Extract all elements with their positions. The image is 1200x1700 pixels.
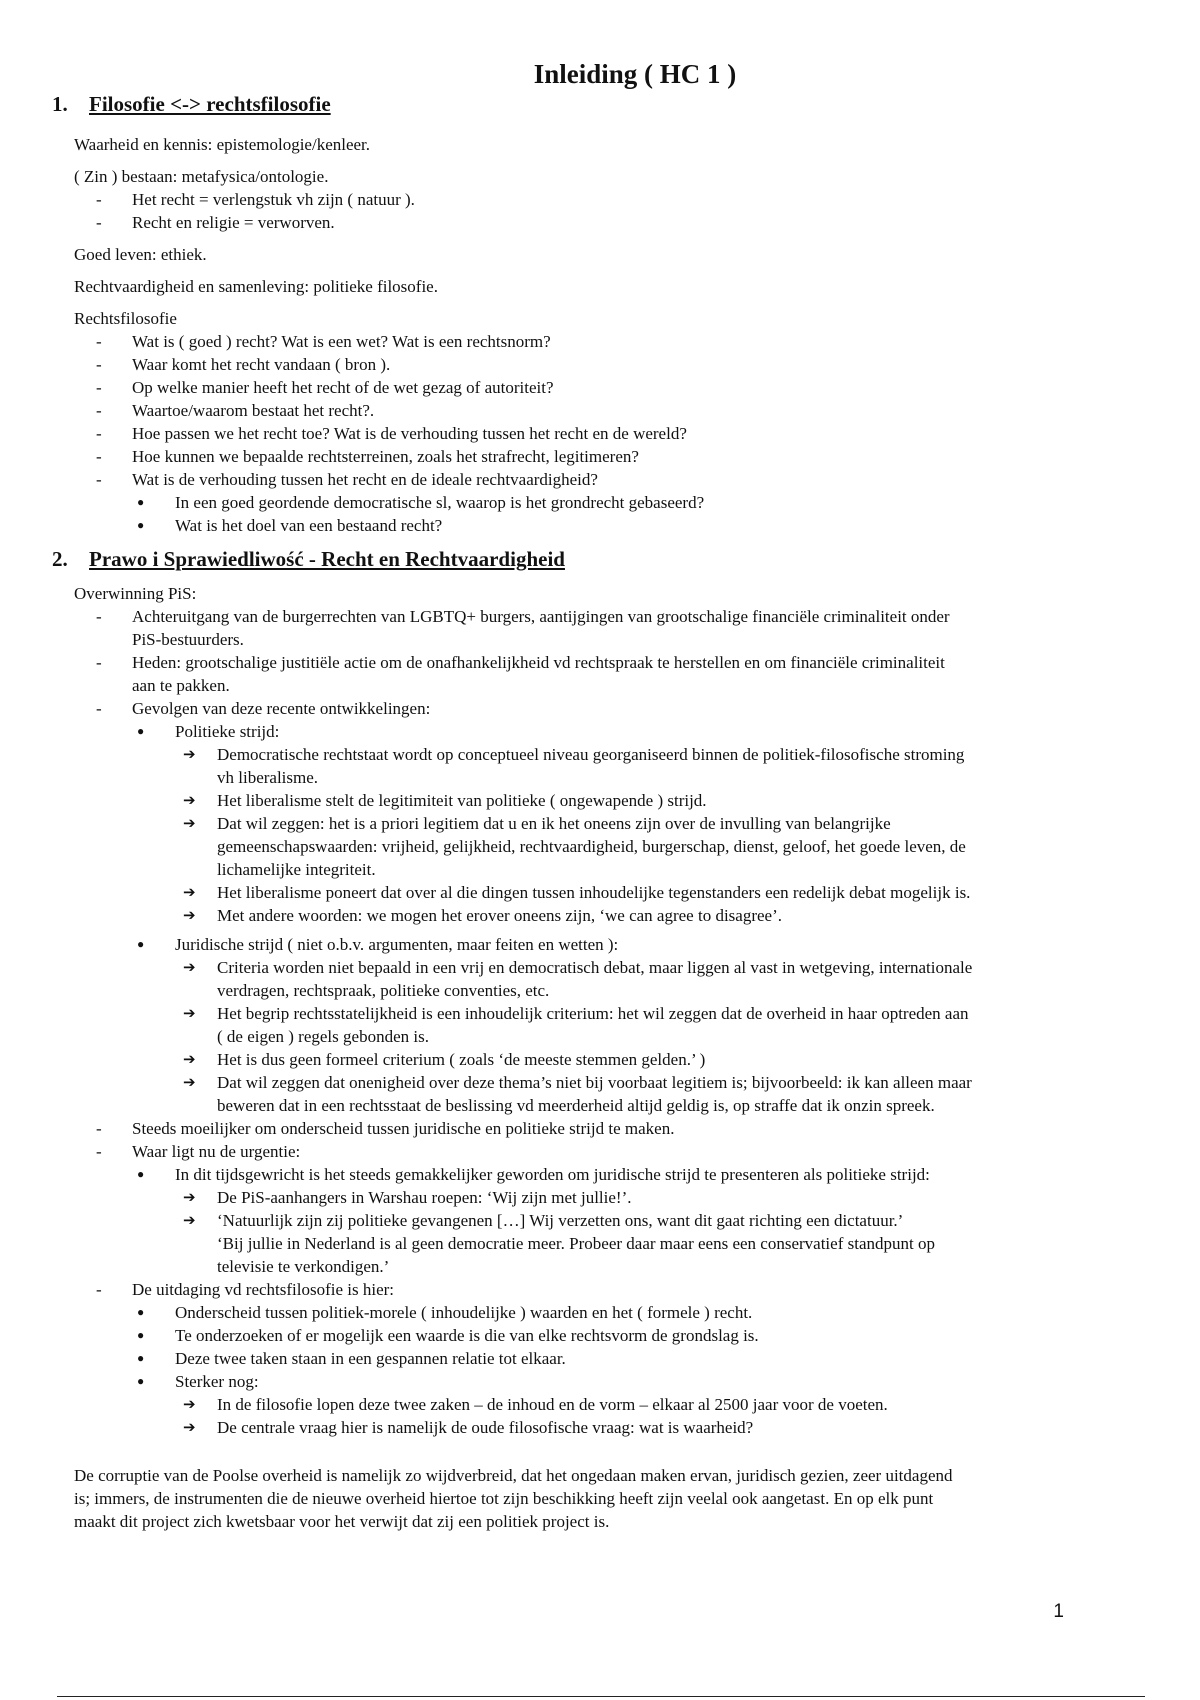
- line: ( de eigen ) regels gebonden is.: [217, 1027, 429, 1046]
- paragraph-waarheid: Waarheid en kennis: epistemologie/kenleer.: [74, 135, 371, 154]
- line: - Achteruitgang van de burgerrechten van LGBTQ+ burgers, aantijgingen van grootschalige financiële criminaliteit onder: [132, 607, 950, 626]
- list-item: ➔ In de filosofie lopen deze twee zaken – de inhoud en de vorm – elkaar al 2500 jaar voor de voeten.: [74, 1393, 1124, 1416]
- list-item: - Steeds moeilijker om onderscheid tussen juridische en politieke strijd te maken.: [74, 1117, 1124, 1140]
- list-item: ➔ De PiS-aanhangers in Warshau roepen: ‘Wij zijn met jullie!’.: [74, 1186, 1124, 1209]
- list-item: - Wat is de verhouding tussen het recht en de ideale rechtvaardigheid?: [74, 468, 1124, 491]
- list-item: [74, 956, 1124, 1002]
- line: is; immers, de instrumenten die de nieuwe overheid hiertoe tot zijn beschikking heeft zijn veelal ook aangetast. En op elk punt: [74, 1489, 934, 1508]
- line: lichamelijke integriteit.: [217, 860, 376, 879]
- list-item: [74, 1002, 1124, 1048]
- list-item: ● Onderscheid tussen politiek-morele ( inhoudelijke ) waarden en het ( formele ) recht.: [74, 1301, 1124, 1324]
- section-2-heading: [52, 545, 565, 573]
- footer-divider: [57, 1696, 1145, 1697]
- section-1-heading: [52, 90, 331, 118]
- list-item: - Op welke manier heeft het recht of de wet gezag of autoriteit?: [74, 376, 1124, 399]
- line: De corruptie van de Poolse overheid is namelijk zo wijdverbreid, dat het ongedaan maken ervan, juridisch gezien, zeer uitdagend: [74, 1466, 953, 1485]
- line: ➔ Democratische rechtstaat wordt op conceptueel niveau georganiseerd binnen de politiek-filosofische stroming: [217, 745, 965, 764]
- list-item: ➔ Het is dus geen formeel criterium ( zoals ‘de meeste stemmen gelden.’ ): [74, 1048, 1124, 1071]
- line: PiS-bestuurders.: [132, 630, 244, 649]
- list-item: [74, 1209, 1124, 1278]
- line: ➔ Dat wil zeggen: het is a priori legitiem dat u en ik het oneens zijn over de invulling van belangrijke: [217, 814, 891, 833]
- list-item: ● In een goed geordende democratische sl, waarop is het grondrecht gebaseerd?: [74, 491, 1124, 514]
- section-1-body: [74, 133, 1124, 537]
- list-item: [74, 651, 1124, 697]
- line: maakt dit project zich kwetsbaar voor het verwijt dat zij een politiek project is.: [74, 1512, 610, 1531]
- list-item: - Hoe kunnen we bepaalde rechtsterreinen, zoals het strafrecht, legitimeren?: [74, 445, 1124, 468]
- line: ➔ Criteria worden niet bepaald in een vrij en democratisch debat, maar liggen al vast in wetgeving, internationale: [217, 958, 973, 977]
- list-item: - Het recht = verlengstuk vh zijn ( natuur ).: [74, 188, 1124, 211]
- list-item: [74, 1071, 1124, 1117]
- list-item: ➔ Het liberalisme poneert dat over al die dingen tussen inhoudelijke tegenstanders een redelijk debat mogelijk is.: [74, 881, 1124, 904]
- line: televisie te verkondigen.’: [217, 1257, 390, 1276]
- closing-paragraph: [74, 1464, 1124, 1533]
- paragraph-goed-leven: Goed leven: ethiek.: [74, 245, 207, 264]
- list-item: - Gevolgen van deze recente ontwikkelingen:: [74, 697, 1124, 720]
- list-item: - Recht en religie = verworven.: [74, 211, 1124, 234]
- list-item: ● Politieke strijd:: [74, 720, 1124, 743]
- list-item: - Hoe passen we het recht toe? Wat is de verhouding tussen het recht en de wereld?: [74, 422, 1124, 445]
- list-item: ● Te onderzoeken of er mogelijk een waarde is die van elke rechtsvorm de grondslag is.: [74, 1324, 1124, 1347]
- line: vh liberalisme.: [217, 768, 319, 787]
- paragraph-rechtsfilosofie: Rechtsfilosofie: [74, 309, 177, 328]
- list-item: ➔ Het liberalisme stelt de legitimiteit van politieke ( ongewapende ) strijd.: [74, 789, 1124, 812]
- line: ➔ Dat wil zeggen dat onenigheid over deze thema’s niet bij voorbaat legitiem is; bijvoorbeeld: ik kan alleen maar: [217, 1073, 972, 1092]
- page-title: Inleiding ( HC 1 ): [533, 59, 737, 89]
- paragraph-rechtvaardigheid: Rechtvaardigheid en samenleving: politieke filosofie.: [74, 277, 438, 296]
- list-item: ● Juridische strijd ( niet o.b.v. argumenten, maar feiten en wetten ):: [74, 933, 1124, 956]
- list-item: ➔ De centrale vraag hier is namelijk de oude filosofische vraag: wat is waarheid?: [74, 1416, 1124, 1439]
- list-item: - De uitdaging vd rechtsfilosofie is hier:: [74, 1278, 1124, 1301]
- line: ➔ Het begrip rechtsstatelijkheid is een inhoudelijk criterium: het wil zeggen dat de overheid in haar optreden aan: [217, 1004, 969, 1023]
- line: ‘Bij jullie in Nederland is al geen democratie meer. Probeer daar maar eens een conservatief standpunt op: [217, 1234, 935, 1253]
- list-item: ➔ Met andere woorden: we mogen het erover oneens zijn, ‘we can agree to disagree’.: [74, 904, 1124, 927]
- list-item: ● Sterker nog:: [74, 1370, 1124, 1393]
- line: aan te pakken.: [132, 676, 230, 695]
- list-item: - Wat is ( goed ) recht? Wat is een wet? Wat is een rechtsnorm?: [74, 330, 1124, 353]
- section-1-number: 1.: [52, 92, 68, 116]
- list-item: ● Deze twee taken staan in een gespannen relatie tot elkaar.: [74, 1347, 1124, 1370]
- list-item: [74, 605, 1124, 651]
- section-2-number: 2.: [52, 547, 68, 571]
- list-item: - Waar ligt nu de urgentie:: [74, 1140, 1124, 1163]
- list-item: - Waartoe/waarom bestaat het recht?.: [74, 399, 1124, 422]
- line: beweren dat in een rechtsstaat de beslissing vd meerderheid altijd geldig is, op straffe dat ik onzin spreek.: [217, 1096, 935, 1115]
- list-item: ● In dit tijdsgewricht is het steeds gemakkelijker geworden om juridische strijd te presenteren als politieke strijd:: [74, 1163, 1124, 1186]
- line: ➔ ‘Natuurlijk zijn zij politieke gevangenen […] Wij verzetten ons, want dit gaat richting een dictatuur.’: [217, 1211, 904, 1230]
- line: gemeenschapswaarden: vrijheid, gelijkheid, rechtvaardigheid, burgerschap, dienst, geloof, het goede leven, de: [217, 837, 966, 856]
- list-item: ● Wat is het doel van een bestaand recht?: [74, 514, 1124, 537]
- section-2-title: Prawo i Sprawiedliwość - Recht en Rechtvaardigheid: [89, 547, 565, 571]
- section-1-title: Filosofie <-> rechtsfilosofie: [89, 92, 331, 116]
- section-2-body: [74, 582, 1124, 1439]
- paragraph-overwinning: Overwinning PiS:: [74, 584, 197, 603]
- list-item: - Waar komt het recht vandaan ( bron ).: [74, 353, 1124, 376]
- list-item: [74, 812, 1124, 881]
- list-item: [74, 743, 1124, 789]
- line: - Heden: grootschalige justitiële actie om de onafhankelijkheid vd rechtspraak te herstellen en om financiële criminaliteit: [132, 653, 945, 672]
- paragraph-zin: ( Zin ) bestaan: metafysica/ontologie.: [74, 167, 329, 186]
- page-number: 1: [1053, 1601, 1064, 1622]
- line: verdragen, rechtspraak, politieke conventies, etc.: [217, 981, 550, 1000]
